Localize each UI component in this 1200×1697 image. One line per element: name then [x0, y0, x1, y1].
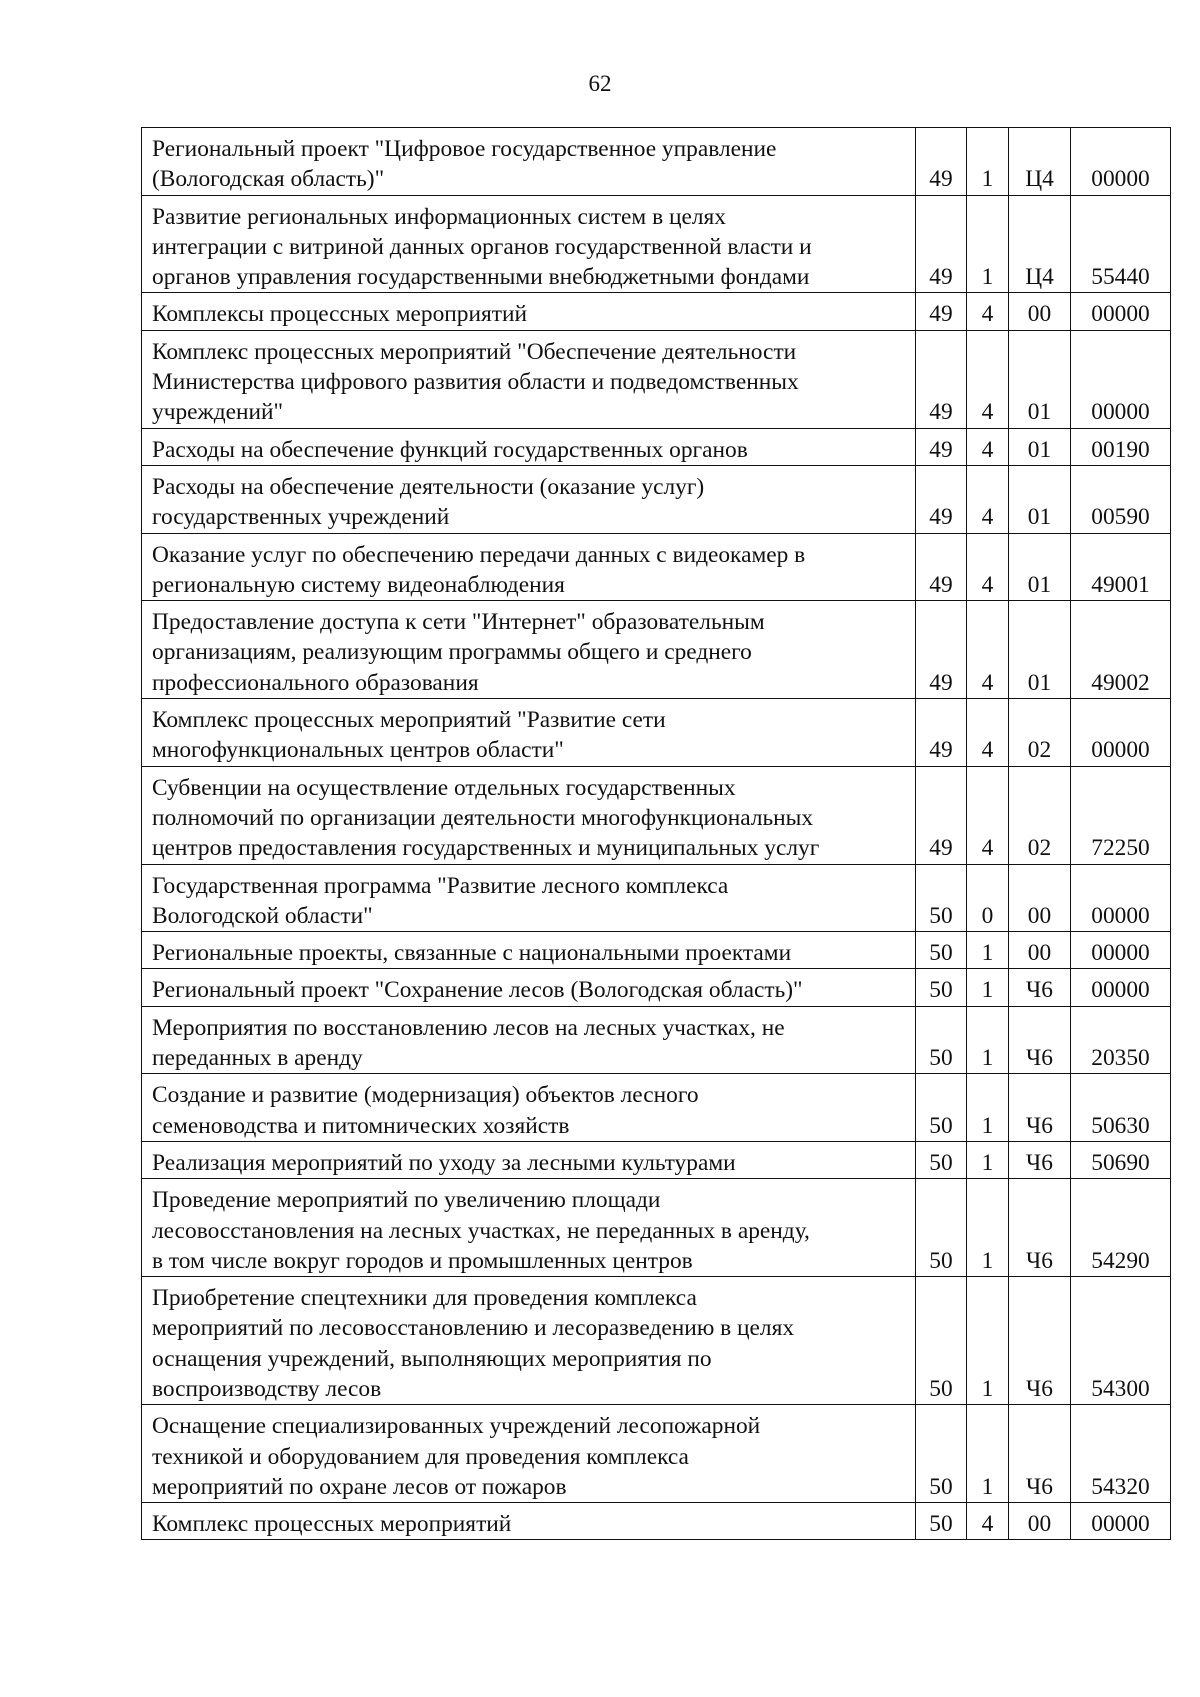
row-name-line: органов управления государственными внебюджетными фондами	[152, 264, 810, 291]
row-name-line: Проведение мероприятий по увеличению площади	[152, 1187, 661, 1214]
structure-code-cell: Ч6	[1009, 1277, 1071, 1405]
table-row	[142, 766, 1171, 864]
direction-code-cell: 50690	[1071, 1141, 1171, 1178]
row-name-line: Региональный проект "Цифровое государственное управление	[152, 136, 777, 162]
structure-code-cell: 00	[1009, 864, 1071, 932]
row-name-line: Расходы на обеспечение функций государственных органов	[152, 436, 748, 463]
program-code-cell: 49	[916, 330, 967, 428]
row-name-line: Региональные проекты, связанные с национальными проектами	[152, 940, 792, 967]
program-code-cell: 50	[916, 1006, 967, 1074]
row-name-line: воспроизводству лесов	[152, 1375, 382, 1402]
direction-code-cell: 54290	[1071, 1179, 1171, 1277]
row-name-cell	[142, 1277, 916, 1405]
row-name-cell	[142, 932, 916, 969]
subprogram-code-cell: 1	[967, 1179, 1009, 1277]
row-name-cell	[142, 1074, 916, 1142]
row-name-line: семеноводства и питомнических хозяйств	[152, 1112, 570, 1139]
structure-code-cell: Ч6	[1009, 1141, 1071, 1178]
subprogram-code-cell: 4	[967, 330, 1009, 428]
table-row	[142, 1503, 1171, 1540]
row-name-line: оснащения учреждений, выполняющих мероприятия по	[152, 1345, 712, 1372]
structure-code-cell: 00	[1009, 1503, 1071, 1540]
structure-code-cell: 01	[1009, 465, 1071, 533]
row-name-line: Предоставление доступа к сети "Интернет" образовательным	[152, 609, 765, 636]
table-row	[142, 293, 1171, 330]
row-name-line: Комплекс процессных мероприятий "Развитие сети	[152, 707, 666, 734]
subprogram-code-cell: 1	[967, 1277, 1009, 1405]
subprogram-code-cell: 4	[967, 465, 1009, 533]
row-name-line: Министерства цифрового развития области и подведомственных	[152, 369, 799, 396]
program-code-cell: 49	[916, 766, 967, 864]
direction-code-cell: 54300	[1071, 1277, 1171, 1405]
table-row	[142, 533, 1171, 601]
row-name-cell	[142, 864, 916, 932]
structure-code-cell: Ч6	[1009, 969, 1071, 1006]
row-name-cell	[142, 533, 916, 601]
subprogram-code-cell: 1	[967, 1141, 1009, 1178]
row-name-cell	[142, 195, 916, 293]
program-code-cell: 50	[916, 969, 967, 1006]
direction-code-cell: 49002	[1071, 601, 1171, 699]
direction-code-cell: 00000	[1071, 969, 1171, 1006]
table-row	[142, 428, 1171, 465]
table-row	[142, 601, 1171, 699]
row-name-line: Реализация мероприятий по уходу за лесными культурами	[152, 1149, 736, 1176]
program-code-cell: 49	[916, 195, 967, 293]
table-row	[142, 195, 1171, 293]
subprogram-code-cell: 1	[967, 969, 1009, 1006]
row-name-cell	[142, 293, 916, 330]
row-name-line: государственных учреждений	[152, 504, 450, 531]
row-name-line: Расходы на обеспечение деятельности (оказание услуг)	[152, 473, 705, 500]
subprogram-code-cell: 4	[967, 766, 1009, 864]
program-code-cell: 49	[916, 128, 967, 196]
subprogram-code-cell: 1	[967, 1405, 1009, 1503]
structure-code-cell: Ц4	[1009, 195, 1071, 293]
direction-code-cell: 50630	[1071, 1074, 1171, 1142]
structure-code-cell: 02	[1009, 766, 1071, 864]
table-row	[142, 1277, 1171, 1405]
row-name-line: (Вологодская область)"	[152, 166, 385, 193]
direction-code-cell: 00590	[1071, 465, 1171, 533]
row-name-line: техникой и оборудованием для проведения комплекса	[152, 1443, 689, 1470]
row-name-line: центров предоставления государственных и муниципальных услуг	[152, 835, 820, 862]
row-name-cell	[142, 128, 916, 196]
row-name-line: региональную систему видеонаблюдения	[152, 571, 565, 598]
structure-code-cell: Ч6	[1009, 1179, 1071, 1277]
direction-code-cell: 49001	[1071, 533, 1171, 601]
structure-code-cell: Ц4	[1009, 128, 1071, 196]
row-name-cell	[142, 330, 916, 428]
structure-code-cell: 01	[1009, 428, 1071, 465]
row-name-line: Комплекс процессных мероприятий	[152, 1511, 512, 1538]
row-name-cell	[142, 969, 916, 1006]
direction-code-cell: 54320	[1071, 1405, 1171, 1503]
subprogram-code-cell: 0	[967, 864, 1009, 932]
table-row	[142, 1074, 1171, 1142]
program-code-cell: 49	[916, 465, 967, 533]
program-code-cell: 49	[916, 533, 967, 601]
subprogram-code-cell: 4	[967, 1503, 1009, 1540]
subprogram-code-cell: 1	[967, 1006, 1009, 1074]
direction-code-cell: 00000	[1071, 1503, 1171, 1540]
subprogram-code-cell: 1	[967, 128, 1009, 196]
direction-code-cell: 00000	[1071, 864, 1171, 932]
structure-code-cell: 01	[1009, 601, 1071, 699]
table-row	[142, 1405, 1171, 1503]
row-name-line: Государственная программа "Развитие лесного комплекса	[152, 872, 729, 899]
row-name-line: переданных в аренду	[152, 1045, 363, 1072]
row-name-line: Субвенции на осуществление отдельных государственных	[152, 774, 736, 801]
page-number: 62	[588, 71, 612, 96]
row-name-line: Вологодской области"	[152, 902, 373, 929]
row-name-line: многофункциональных центров области"	[152, 737, 564, 764]
table-row	[142, 465, 1171, 533]
subprogram-code-cell: 1	[967, 1074, 1009, 1142]
program-code-cell: 50	[916, 1277, 967, 1405]
subprogram-code-cell: 4	[967, 601, 1009, 699]
table-row	[142, 932, 1171, 969]
table-row	[142, 699, 1171, 767]
row-name-line: лесовосстановления на лесных участках, не переданных в аренду,	[152, 1217, 810, 1244]
program-code-cell: 50	[916, 864, 967, 932]
row-name-cell	[142, 1405, 916, 1503]
table-row	[142, 1179, 1171, 1277]
row-name-line: мероприятий по лесовосстановлению и лесоразведению в целях	[152, 1315, 795, 1342]
table-row	[142, 1006, 1171, 1074]
subprogram-code-cell: 1	[967, 932, 1009, 969]
row-name-line: Комплекс процессных мероприятий "Обеспечение деятельности	[152, 338, 797, 365]
row-name-cell	[142, 1179, 916, 1277]
program-code-cell: 50	[916, 1405, 967, 1503]
budget-classification-table	[141, 127, 1171, 1540]
row-name-cell	[142, 465, 916, 533]
table-row	[142, 864, 1171, 932]
row-name-cell	[142, 428, 916, 465]
direction-code-cell: 00190	[1071, 428, 1171, 465]
row-name-line: в том числе вокруг городов и промышленных центров	[152, 1247, 693, 1274]
subprogram-code-cell: 4	[967, 699, 1009, 767]
row-name-cell	[142, 1503, 916, 1540]
direction-code-cell: 55440	[1071, 195, 1171, 293]
row-name-cell	[142, 1141, 916, 1178]
row-name-line: мероприятий по охране лесов от пожаров	[152, 1473, 567, 1500]
direction-code-cell: 00000	[1071, 330, 1171, 428]
row-name-cell	[142, 1006, 916, 1074]
row-name-line: Региональный проект "Сохранение лесов (Вологодская область)"	[152, 977, 803, 1004]
row-name-line: Приобретение спецтехники для проведения комплекса	[152, 1285, 697, 1312]
table-row	[142, 330, 1171, 428]
row-name-cell	[142, 601, 916, 699]
program-code-cell: 50	[916, 1503, 967, 1540]
direction-code-cell: 20350	[1071, 1006, 1171, 1074]
row-name-line: учреждений"	[152, 399, 284, 426]
direction-code-cell: 00000	[1071, 932, 1171, 969]
direction-code-cell: 72250	[1071, 766, 1171, 864]
row-name-line: Создание и развитие (модернизация) объектов лесного	[152, 1082, 699, 1109]
table-row	[142, 969, 1171, 1006]
program-code-cell: 49	[916, 601, 967, 699]
program-code-cell: 49	[916, 428, 967, 465]
row-name-line: полномочий по организации деятельности многофункциональных	[152, 804, 814, 831]
program-code-cell: 49	[916, 699, 967, 767]
row-name-line: Комплексы процессных мероприятий	[152, 301, 528, 328]
row-name-line: Мероприятия по восстановлению лесов на лесных участках, не	[152, 1014, 785, 1041]
program-code-cell: 50	[916, 1141, 967, 1178]
structure-code-cell: Ч6	[1009, 1074, 1071, 1142]
program-code-cell: 49	[916, 293, 967, 330]
row-name-line: Развитие региональных информационных систем в целях	[152, 203, 726, 230]
row-name-cell	[142, 766, 916, 864]
structure-code-cell: 00	[1009, 293, 1071, 330]
direction-code-cell: 00000	[1071, 128, 1171, 196]
row-name-line: профессионального образования	[152, 669, 479, 696]
structure-code-cell: 02	[1009, 699, 1071, 767]
structure-code-cell: Ч6	[1009, 1405, 1071, 1503]
subprogram-code-cell: 1	[967, 195, 1009, 293]
structure-code-cell: 00	[1009, 932, 1071, 969]
row-name-line: интеграции с витриной данных органов государственной власти и	[152, 233, 812, 260]
direction-code-cell: 00000	[1071, 699, 1171, 767]
row-name-cell	[142, 699, 916, 767]
program-code-cell: 50	[916, 932, 967, 969]
table-row	[142, 128, 1171, 196]
direction-code-cell: 00000	[1071, 293, 1171, 330]
structure-code-cell: 01	[1009, 533, 1071, 601]
row-name-line: организациям, реализующим программы общего и среднего	[152, 639, 752, 666]
structure-code-cell: 01	[1009, 330, 1071, 428]
structure-code-cell: Ч6	[1009, 1006, 1071, 1074]
table-body	[142, 128, 1171, 1540]
subprogram-code-cell: 4	[967, 533, 1009, 601]
row-name-line: Оказание услуг по обеспечению передачи данных с видеокамер в	[152, 541, 806, 568]
program-code-cell: 50	[916, 1179, 967, 1277]
subprogram-code-cell: 4	[967, 293, 1009, 330]
program-code-cell: 50	[916, 1074, 967, 1142]
subprogram-code-cell: 4	[967, 428, 1009, 465]
row-name-line: Оснащение специализированных учреждений лесопожарной	[152, 1413, 761, 1440]
table-row	[142, 1141, 1171, 1178]
